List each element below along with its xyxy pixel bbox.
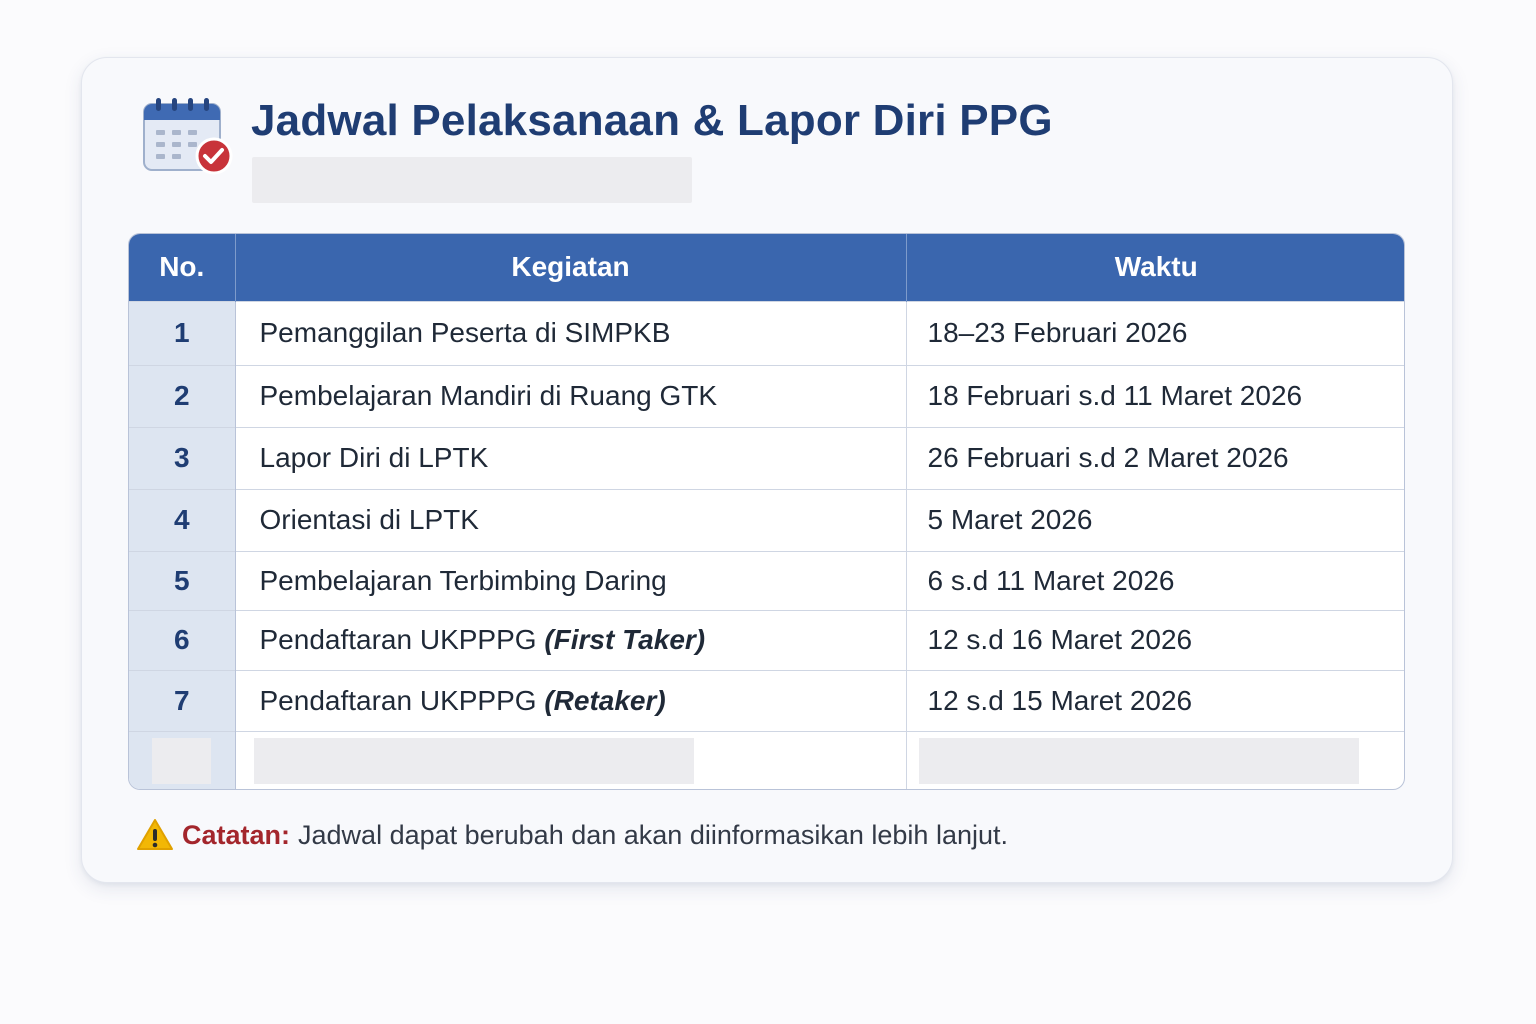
- row-number: 2: [129, 365, 235, 427]
- subtitle-placeholder: [252, 157, 692, 203]
- placeholder-block: [254, 738, 694, 784]
- warning-icon: [136, 818, 174, 852]
- kegiatan-text: Pembelajaran Terbimbing Daring: [259, 564, 667, 596]
- row-number-placeholder: [129, 731, 235, 790]
- row-waktu: 6 s.d 11 Maret 2026: [906, 551, 1405, 610]
- kegiatan-emphasis: (First Taker): [544, 624, 706, 655]
- kegiatan-text: Pendaftaran UKPPPG: [259, 684, 545, 716]
- schedule-table: [128, 233, 1405, 790]
- kegiatan-text: Pendaftaran UKPPPG: [259, 624, 545, 655]
- table-row: [129, 489, 1405, 551]
- kegiatan-emphasis: (Retaker): [544, 684, 666, 716]
- kegiatan-text: Pembelajaran Mandiri di Ruang GTK: [259, 380, 718, 411]
- table-row-placeholder: [129, 731, 1405, 790]
- row-waktu: 26 Februari s.d 2 Maret 2026: [906, 427, 1405, 489]
- kegiatan-text: Orientasi di LPTK: [259, 504, 479, 535]
- row-number: 7: [129, 670, 235, 731]
- table-row: [129, 427, 1405, 489]
- placeholder-block: [152, 738, 211, 784]
- row-number: 6: [129, 610, 235, 670]
- calendar-check-icon: [142, 98, 234, 176]
- table-header-row: [129, 234, 1405, 301]
- table-row: [129, 670, 1405, 731]
- page-title: Jadwal Pelaksanaan & Lapor Diri PPG: [251, 96, 1053, 145]
- row-kegiatan: [235, 489, 906, 551]
- row-kegiatan: [235, 427, 906, 489]
- column-header-no: No.: [129, 234, 235, 301]
- placeholder-block: [919, 738, 1359, 784]
- row-kegiatan: [235, 610, 906, 670]
- kegiatan-text: Pemanggilan Peserta di SIMPKB: [259, 317, 671, 348]
- row-kegiatan: [235, 670, 906, 731]
- row-kegiatan: [235, 365, 906, 427]
- table-row: [129, 365, 1405, 427]
- row-number: 3: [129, 427, 235, 489]
- note-label: Catatan:: [182, 819, 291, 850]
- row-number: 4: [129, 489, 235, 551]
- row-number: 1: [129, 301, 235, 365]
- table-row: [129, 610, 1405, 670]
- row-kegiatan-placeholder: [235, 731, 906, 790]
- table-row: [129, 551, 1405, 610]
- row-kegiatan: [235, 551, 906, 610]
- row-waktu: 18 Februari s.d 11 Maret 2026: [906, 365, 1405, 427]
- column-header-waktu: Waktu: [906, 234, 1405, 301]
- row-waktu-placeholder: [906, 731, 1405, 790]
- note: [136, 818, 1008, 852]
- row-waktu: 18–23 Februari 2026: [906, 301, 1405, 365]
- row-waktu: 12 s.d 16 Maret 2026: [906, 610, 1405, 670]
- column-header-kegiatan: Kegiatan: [235, 234, 906, 301]
- kegiatan-text: Lapor Diri di LPTK: [259, 442, 489, 473]
- note-text: Jadwal dapat berubah dan akan diinformasikan lebih lanjut.: [298, 819, 1008, 850]
- row-number: 5: [129, 551, 235, 610]
- row-waktu: 12 s.d 15 Maret 2026: [906, 670, 1405, 731]
- table-row: [129, 301, 1405, 365]
- row-kegiatan: [235, 301, 906, 365]
- row-waktu: 5 Maret 2026: [906, 489, 1405, 551]
